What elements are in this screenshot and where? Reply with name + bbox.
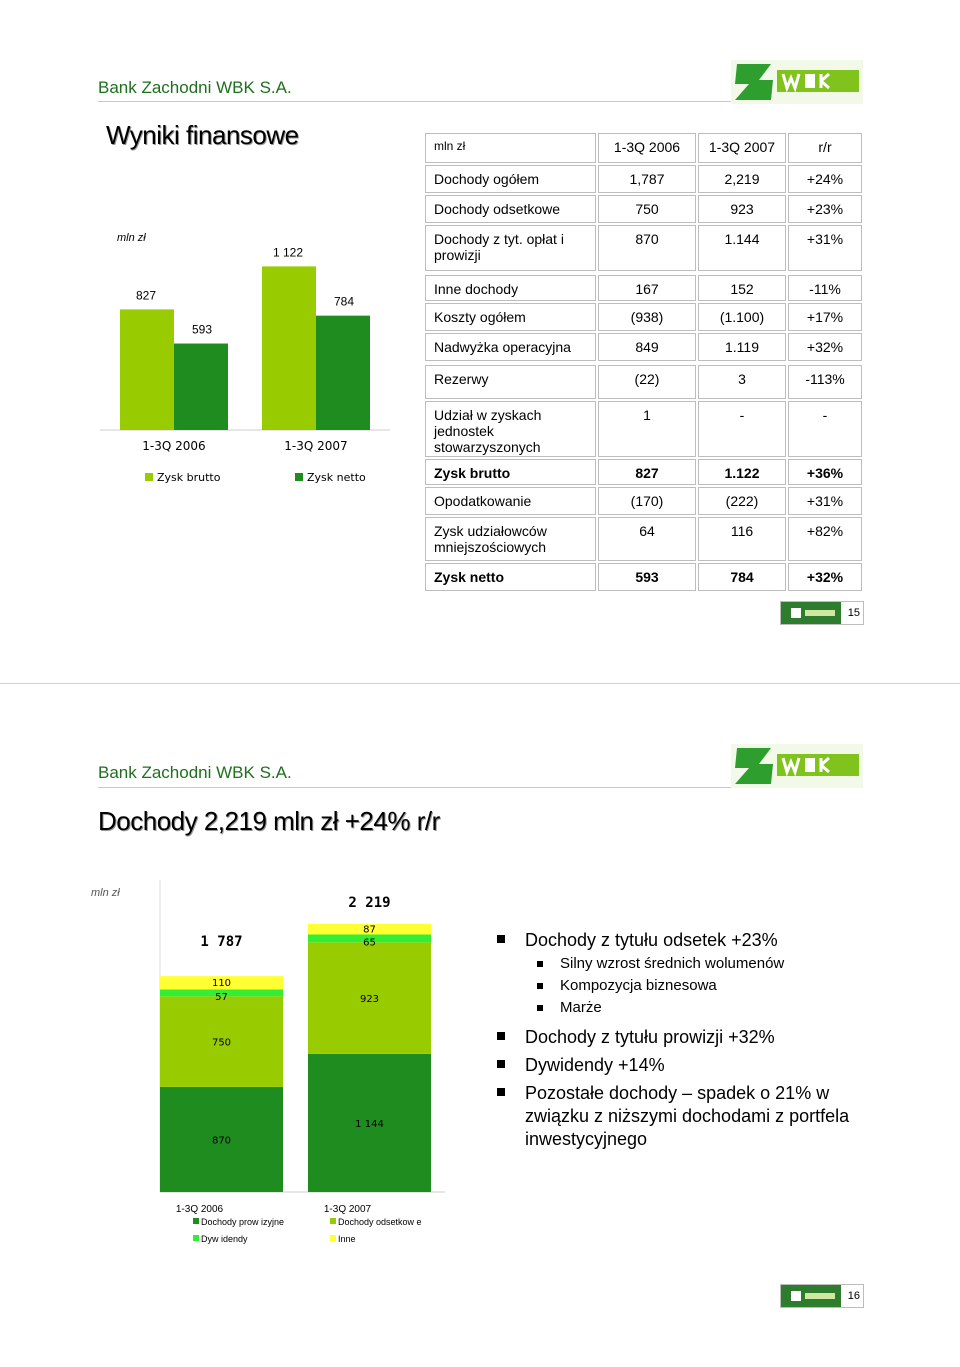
sub-bullet-square-icon [537,983,543,989]
category-label: 1-3Q 2007 [284,439,348,453]
cell-text: Koszty ogółem [434,309,526,325]
value-yoy [788,275,862,301]
row-label [425,487,596,515]
value-yoy [788,225,862,271]
cell-text: r/r [818,139,832,155]
cell-text: 1.122 [724,465,760,481]
row-label [425,365,596,399]
page-number: 16 [847,1290,860,1302]
cell-text: (22) [634,371,660,387]
bank-name: Bank Zachodni WBK S.A. [98,78,292,97]
value-2006 [598,333,696,361]
value-yoy [788,517,862,561]
legend-label: Dyw idendy [201,1234,248,1244]
bzwbk-logo [731,60,863,104]
cell-text: -113% [805,371,845,387]
bullet-text: Dywidendy +14% [525,1055,665,1075]
cell-text: Rezerwy [434,371,489,387]
row-label [425,303,596,331]
header-cell [598,133,696,163]
value-2006 [598,365,696,399]
header-cell [425,133,596,163]
legend-swatch [193,1235,199,1241]
cell-text: Opodatkowanie [434,493,532,509]
value-2006 [598,401,696,457]
cell-text: 870 [635,231,659,247]
cell-text: 64 [639,523,655,539]
income-stacked-chart [100,880,460,1260]
segment-label: 750 [211,1037,232,1049]
cell-text: +31% [806,493,844,509]
row-label [425,225,596,271]
row-label [425,459,596,485]
legend-label: Zysk brutto [157,471,221,484]
cell-text: 1-3Q 2006 [613,139,681,155]
cell-text: Inne dochody [434,281,519,297]
sub-bullet-text: Silny wzrost średnich wolumenów [560,955,785,972]
cell-text: 152 [730,281,754,297]
value-2007 [698,275,786,301]
value-2007 [698,225,786,271]
page-number: 15 [847,607,860,619]
cell-text: (170) [630,493,664,509]
cell-text: (1.100) [719,309,765,325]
profit-bar-chart [100,225,400,495]
row-label [425,165,596,193]
sub-bullet-square-icon [537,961,543,967]
row-label [425,275,596,301]
page-title: Dochody 2,219 mln zł +24% r/r [98,806,440,836]
row-label [425,333,596,361]
cell-text: 750 [635,201,659,217]
value-yoy [788,563,862,591]
cell-text: -11% [809,281,841,297]
cell-text: 1 [643,407,651,423]
bar-label: 827 [135,288,157,303]
cell-text: 1-3Q 2007 [708,139,776,155]
legend-label: Dochody odsetkow e [338,1217,422,1227]
cell-text: 1.119 [725,339,759,355]
value-2007 [698,563,786,591]
legend-swatch [330,1235,336,1241]
value-2007 [698,487,786,515]
cell-text: 827 [635,465,659,481]
cell-text: 593 [635,569,659,585]
cell-text: +23% [806,201,844,217]
value-2006 [598,487,696,515]
page-number-box [780,1284,864,1308]
bar-zysk-netto-0 [174,344,228,430]
bar-zysk-brutto-1 [262,266,316,430]
value-2006 [598,459,696,485]
header-cell [698,133,786,163]
bullet-square-icon [497,1088,505,1096]
cell-text: 849 [635,339,659,355]
cell-text: 1.144 [724,231,760,247]
bar-zysk-brutto-0 [120,309,174,430]
cell-text: - [739,407,745,423]
value-2006 [598,165,696,193]
legend-label: Inne [338,1234,356,1244]
cell-text: +32% [806,339,844,355]
cell-text: Dochody ogółem [434,171,540,187]
segment-label: 870 [211,1135,232,1147]
page-number-box [780,601,864,625]
chart-unit: mln zł [91,887,120,899]
bar-label: 784 [333,294,355,309]
value-yoy [788,401,862,457]
cell-text: 1,787 [629,171,665,187]
cell-text: Zysk udziałowców mniejszościowych [434,523,547,555]
bullet-text: Dochody z tytułu prowizji +32% [525,1027,775,1047]
cell-text: 3 [738,371,746,387]
value-2006 [598,275,696,301]
cell-text: Udział w zyskach jednostek stowarzyszonych [434,407,542,455]
cell-text: +17% [806,309,844,325]
bullet-square-icon [497,935,505,943]
bullet-square-icon [497,1060,505,1068]
value-yoy [788,333,862,361]
cell-text: +82% [806,523,844,539]
total-label: 1 787 [200,934,243,951]
cell-text: Zysk brutto [434,465,511,481]
cell-text: 2,219 [724,171,760,187]
bank-name: Bank Zachodni WBK S.A. [98,763,292,782]
value-2007 [698,401,786,457]
legend-swatch [295,473,303,481]
bullet-square-icon [497,1032,505,1040]
cell-text: mln zł [434,139,466,153]
value-2007 [698,517,786,561]
value-2006 [598,563,696,591]
cell-text: (938) [630,309,664,325]
legend-swatch [330,1218,336,1224]
category-label: 1-3Q 2006 [142,439,206,453]
value-2007 [698,459,786,485]
header-cell [788,133,862,163]
bar-label: 593 [191,322,213,337]
value-2007 [698,333,786,361]
segment-label: 923 [359,994,380,1006]
legend-label: Zysk netto [307,471,366,484]
cell-text: Zysk netto [434,569,505,585]
value-2006 [598,225,696,271]
sub-bullet-text: Marże [560,999,602,1016]
value-2007 [698,365,786,399]
footer-logo [781,1285,841,1307]
value-2006 [598,303,696,331]
cell-text: +32% [806,569,844,585]
bullet-text: Dochody z tytułu odsetek +23% [525,930,778,950]
total-label: 2 219 [348,895,391,911]
cell-text: 784 [730,569,754,585]
segment-label: 110 [211,977,232,989]
row-label [425,401,596,457]
cell-text: - [822,407,828,423]
cell-text: Dochody odsetkowe [434,201,561,217]
footer-logo [781,602,841,624]
segment-label: 87 [363,924,376,936]
bar-zysk-netto-1 [316,316,370,430]
cell-text: +31% [806,231,844,247]
segment-label: 65 [363,937,376,949]
chart-unit: mln zł [117,232,146,244]
bzwbk-logo [731,744,863,788]
value-yoy [788,165,862,193]
slide-separator [0,683,960,684]
legend-label: Dochody prow izyjne [201,1217,285,1227]
value-2007 [698,165,786,193]
segment-label: 1 144 [355,1118,384,1130]
legend-swatch [193,1218,199,1224]
cell-text: +36% [806,465,844,481]
value-yoy [788,195,862,223]
bullet-text: Pozostałe dochody – spadek o 21% w związku z niższymi dochodami z portfela inwestycyjnego [525,1083,850,1149]
row-label [425,563,596,591]
value-2006 [598,517,696,561]
bar-label: 1 122 [272,245,304,260]
cell-text: Dochody z tyt. opłat i prowizji [434,231,564,263]
value-yoy [788,303,862,331]
cell-text: +24% [806,171,844,187]
cell-text: (222) [725,493,759,509]
cell-text: Nadwyżka operacyjna [434,339,571,355]
cell-text: 116 [730,523,754,539]
sub-bullet-text: Kompozycja biznesowa [560,977,717,994]
segment-label: 57 [215,991,228,1003]
value-2007 [698,195,786,223]
value-2007 [698,303,786,331]
category-label: 1-3Q 2007 [323,1204,372,1215]
legend-swatch [145,473,153,481]
category-label: 1-3Q 2006 [175,1204,224,1215]
cell-text: 167 [635,281,659,297]
value-yoy [788,365,862,399]
value-yoy [788,459,862,485]
row-label [425,517,596,561]
value-yoy [788,487,862,515]
cell-text: 923 [730,201,754,217]
page-title: Wyniki finansowe [106,120,299,150]
sub-bullet-square-icon [537,1005,543,1011]
row-label [425,195,596,223]
value-2006 [598,195,696,223]
